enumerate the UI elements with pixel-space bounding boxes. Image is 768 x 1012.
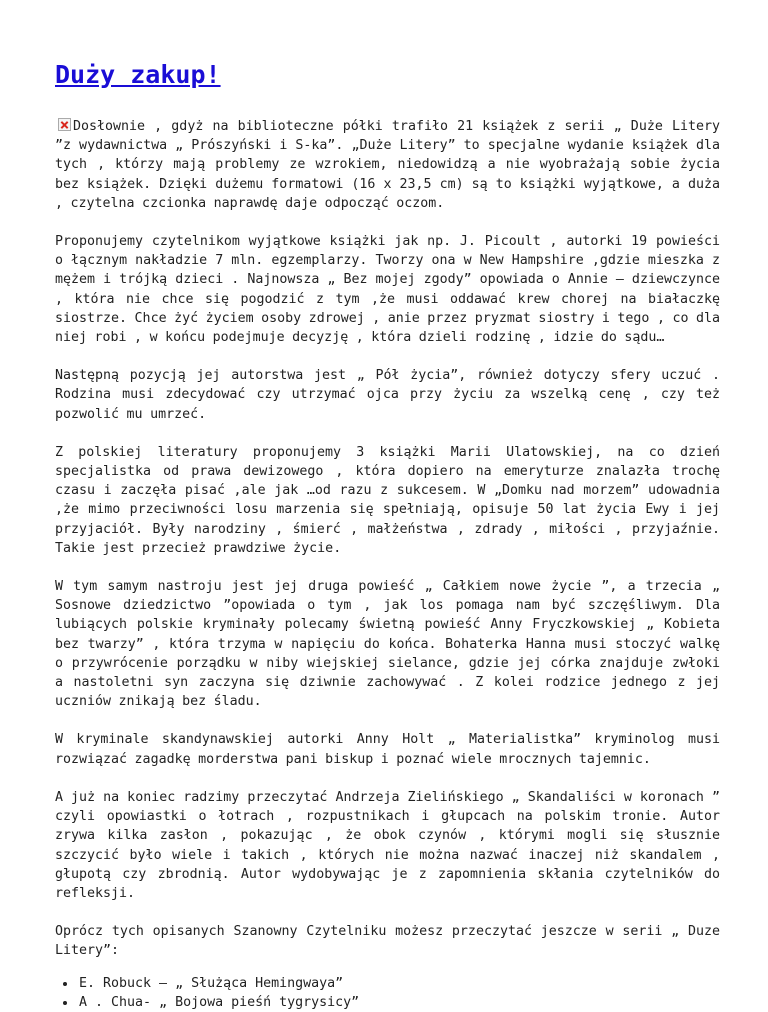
paragraph-holt: W kryminale skandynawskiej autorki Anny Holt „ Materialistka” kryminolog musi rozwiązać zagadkę morderstwa pani biskup i poznać wiele mrocznych tajemnic. bbox=[55, 732, 720, 767]
paragraph-picoult: Proponujemy czytelnikom wyjątkowe książki jak np. J. Picoult , autorki 19 powieści o łącznym nakładzie 7 mln. egzemplarzy. Tworzy ona w New Hampshire ,gdzie mieszka z mężem i trójką dzieci . Najnowsza „ Bez mojej zgody” opowiada o Annie – dziewczynce , która nie chce się pogodzić z tym ,że musi oddawać krew chorej na białaczkę siostrze. Chce żyć życiem osoby zdrowej , anie przez pryzmat siostry i tego , co dla niej robi , w końcu podejmuje decyzję , która dzieli rodzinę , idzie do sądu… bbox=[55, 234, 720, 346]
broken-image-icon bbox=[58, 118, 71, 131]
paragraph-pol-zycia: Następną pozycją jej autorstwa jest „ Pół życia”, również dotyczy sfery uczuć . Rodzina musi zdecydować czy utrzymać ojca przy życiu za wszelką cenę , czy też pozwolić mu umrzeć. bbox=[55, 368, 720, 422]
list-item: • E. Robuck – „ Służąca Hemingwaya” bbox=[77, 974, 720, 993]
article bbox=[55, 48, 720, 1012]
paragraph-fryczkowska: W tym samym nastroju jest jej druga powieść „ Całkiem nowe życie ”, a trzecia „ Sosnowe dziedzictwo ”opowiada o tym , jak los pomaga nam być szczęśliwym. Dla lubiących polskie kryminały polecamy świetną powieść Anny Fryczkowskiej „ Kobieta bez twarzy” , która trzyma w napięciu do końca. Bohaterka Hanna musi stoczyć walkę o przywrócenie porządku w niby wiejskiej sielance, gdzie jej córka znajduje zwłoki a nastoletni syn zaczyna się dziwnie zachowywać . Z kolei rodzice jednego z jej uczniów znikają bez śladu. bbox=[55, 579, 720, 710]
article-title-link[interactable]: Duży zakup! bbox=[55, 60, 221, 89]
paragraph-ulatowska: Z polskiej literatury proponujemy 3 książki Marii Ulatowskiej, na co dzień specjalistka od prawa dewizowego , która dopiero na emeryturze znalazła trochę czasu i zaczęła pisać ,ale jak …od razu z sukcesem. W „Domku nad morzem” udowadnia ,że mimo przeciwności losu marzenia się spełniają, opisuje 50 lat życia Ewy i jej przyjaciół. Były narodziny , śmierć , małżeństwa , zdrady , miłości , przyjaźnie. Takie jest przecież prawdziwe życie. bbox=[55, 444, 720, 556]
paragraph-text: Dosłownie , gdyż na biblioteczne półki trafiło 21 książek z serii „ Duże Litery ”z wydawnictwa „ Prószyński i S-ka”. „Duże Litery” to specjalne wydanie książek dla tych , którzy mają problemy ze wzrokiem, niedowidzą a nie wyobrażają sobie życia bez książek. Dzięki dużemu formatowi (16 x 23,5 cm) są to książki wyjątkowe, a duża , czytelna czcionka naprawdę daje odpocząć oczom. bbox=[55, 119, 720, 211]
book-list bbox=[55, 974, 720, 1012]
paragraph-series-intro: Oprócz tych opisanych Szanowny Czytelniku możesz przeczytać jeszcze w serii „ Duze Litery”: bbox=[55, 924, 720, 959]
paragraph-intro bbox=[55, 117, 720, 213]
list-item: • A . Chua- „ Bojowa pieśń tygrysicy” bbox=[77, 993, 720, 1012]
paragraph-zielinski: A już na koniec radzimy przeczytać Andrzeja Zielińskiego „ Skandaliści w koronach ” czyli opowiastki o łotrach , rozpustnikach i głupcach na polskim tronie. Autor zrywa kilka zasłon , pokazując , że obok czynów , którymi mogli się słusznie szczycić było wiele i takich , których nie można nazwać inaczej niż skandalem , głupotą czy zbrodnią. Autor wydobywając je z zapomnienia skłania czytelników do refleksji. bbox=[55, 789, 720, 901]
